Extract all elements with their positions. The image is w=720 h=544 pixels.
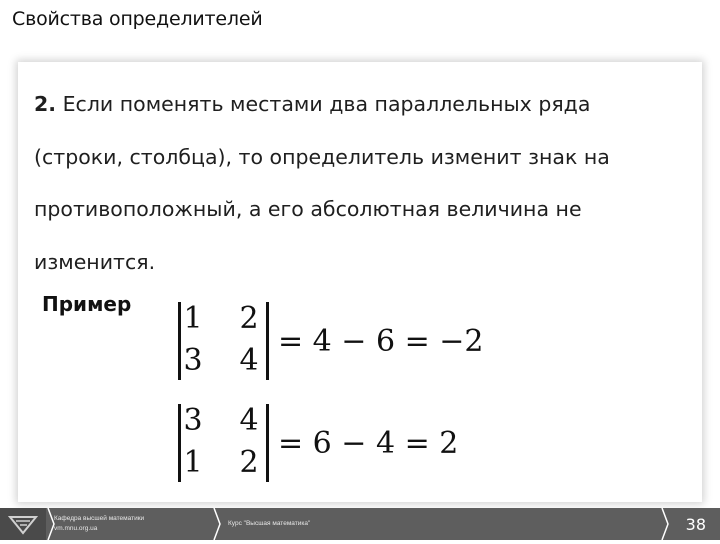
footer-separator-icon	[212, 508, 222, 540]
slide-footer	[0, 508, 720, 540]
property-line-4: изменится.	[34, 249, 156, 274]
footer-department	[54, 514, 144, 534]
det2-cell-11: 3	[183, 403, 203, 438]
property-line-1	[34, 78, 684, 131]
det1-cell-11: 1	[183, 301, 203, 336]
determinant-right-bar	[266, 302, 269, 380]
det2-cell-22: 2	[239, 445, 259, 480]
det2-cell-21: 1	[183, 445, 203, 480]
footer-department-site: vm.mnu.org.ua	[54, 525, 98, 532]
footer-course: Курс "Высшая математика"	[228, 520, 311, 527]
property-number: 2.	[34, 92, 57, 116]
page-number: 38	[685, 515, 706, 534]
property-line-1-text: Если поменять местами два параллельных ряда	[62, 92, 591, 116]
example-label: Пример	[42, 292, 132, 316]
footer-department-name: Кафедра высшей математики	[54, 515, 145, 522]
det2-cell-12: 4	[239, 403, 259, 438]
det1-cell-21: 3	[183, 343, 203, 378]
det1-equation: = 4 − 6 = −2	[278, 324, 484, 359]
determinant-right-bar	[266, 404, 269, 482]
det2-equation: = 6 − 4 = 2	[278, 426, 459, 461]
property-line-3: противоположный, а его абсолютная величина не	[34, 197, 582, 221]
slide-title: Свойства определителей	[12, 8, 263, 30]
university-logo-icon	[0, 508, 46, 540]
footer-separator-icon	[660, 508, 670, 540]
property-text	[34, 78, 684, 288]
property-line-2: (строки, столбца), то определитель изменит знак на	[34, 144, 610, 169]
det1-cell-22: 4	[239, 343, 259, 378]
det1-cell-12: 2	[239, 301, 259, 336]
